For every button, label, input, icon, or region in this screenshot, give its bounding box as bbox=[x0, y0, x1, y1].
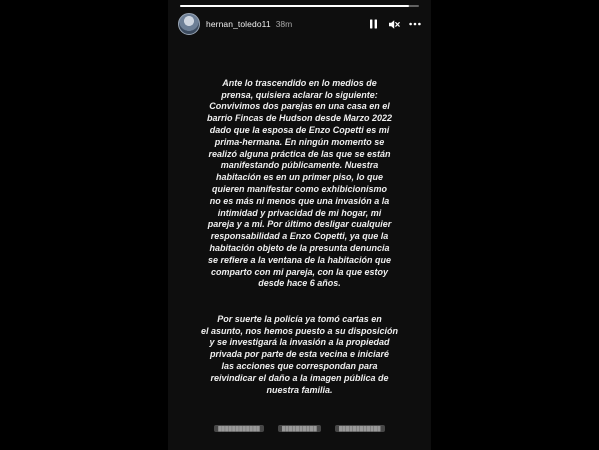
speaker-muted-icon[interactable] bbox=[388, 18, 400, 30]
username[interactable]: hernan_toledo11 bbox=[206, 19, 271, 29]
statement-paragraph-2: Por suerte la policía ya tomó cartas en el asunto, nos hemos puesto a su disposición y se investigará la invasión a la propiedad privada por parte de esta vecina e iniciaré las acciones que correspondan para reivindicar el daño a la imagen pública de nuestra familia. bbox=[200, 313, 399, 395]
mention-sticker[interactable]: ████████████ bbox=[214, 425, 264, 432]
story-header bbox=[178, 12, 421, 36]
mention-sticker[interactable]: ██████████ bbox=[278, 425, 321, 432]
story-progress-bar bbox=[180, 5, 419, 7]
more-options-icon[interactable] bbox=[409, 18, 421, 30]
story-controls bbox=[367, 18, 421, 30]
statement-paragraph-1: Ante lo trascendido en lo medios de prensa, quisiera aclarar lo siguiente: Convivimos dos parejas en una casa en el barrio Fincas de Hudson desde Marzo 2022 dado que la esposa de Enzo Copetti es mi prima-hermana. En ningún momento se realizó alguna práctica de las que se están manifestando públicamente. Nuestra habitación es en un primer piso, lo que quieren manifestar como exhibicionismo no es más ni menos que una invasión a la intimidad y privacidad de mi hogar, mi pareja y a mi. Por último desligar cualquier responsabilidad a Enzo Copetti, ya que la habitación objeto de la presunta denuncia se refiere a la ventana de la habitación que comparto con mi pareja, con la que estoy desde hace 6 años. bbox=[206, 77, 393, 289]
avatar[interactable] bbox=[178, 13, 200, 35]
story-card[interactable] bbox=[168, 0, 431, 450]
mention-sticker[interactable]: ████████████ bbox=[335, 425, 385, 432]
pause-icon[interactable] bbox=[367, 18, 379, 30]
story-progress-fill bbox=[180, 5, 409, 7]
mention-stickers bbox=[168, 425, 431, 432]
story-text bbox=[182, 66, 417, 408]
post-time: 38m bbox=[275, 19, 293, 29]
